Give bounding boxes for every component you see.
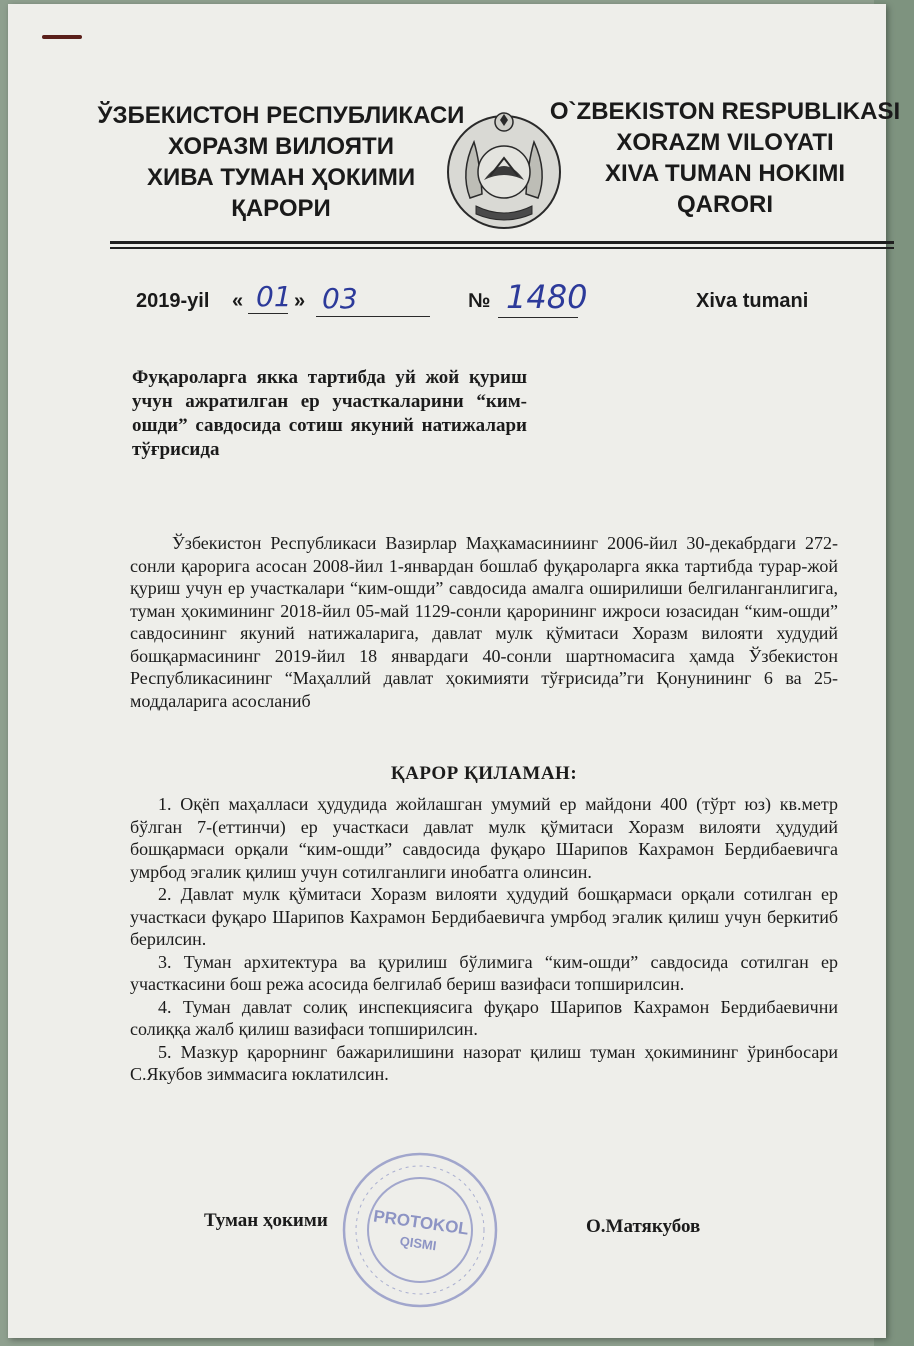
handwritten-number: 1480 [506, 278, 588, 316]
header-line: O`ZBEKISTON RESPUBLIKASI [549, 98, 901, 125]
number-blank [498, 317, 578, 318]
header-line: ЎЗБЕКИСТОН РЕСПУБЛИКАСИ [97, 102, 465, 129]
decree-item: 2. Давлат мулк қўмитаси Хоразм вилояти ҳудудий бошқармаси орқали сотилган ер участкаси фуқаро Шарипов Кахрамон Бердибаевичга умрбод эгалик қилиш учун беркитиб берилсин. [130, 884, 838, 949]
header-divider [110, 241, 894, 244]
date-close-quote: » [294, 290, 306, 312]
handwritten-day: 01 [256, 280, 292, 313]
decree-item: 3. Туман архитектура ва қурилиш бўлимига “ким-ошди” савдосида сотилган ер участкасини бош режа асосида белгилаб бериш вазифаси топширилсин. [130, 951, 838, 994]
header-line: QARORI [677, 191, 773, 218]
month-blank [316, 316, 430, 317]
decree-heading: ҚАРОР ҚИЛАМАН: [390, 763, 578, 784]
decree-item: 1. Оқёп маҳалласи ҳудудида жойлашган умумий ер майдони 400 (тўрт юз) кв.метр бўлган 7-(еттинчи) ер участкаси давлат мулк қўмитаси Хоразм вилояти ҳудудий бошқармаси орқали “ким-ошди” савдосида фуқаро Шарипов Кахрамон Бердибаевичга умрбод эгалик қилиш учун сотилганлиги инобатга олинсин. [130, 794, 838, 882]
stamp-text: QISMI [398, 1233, 438, 1254]
preamble-paragraph: Ўзбекистон Республикаси Вазирлар Маҳкамасиниинг 2006-йил 30-декабрдаги 272-сонли қарорига асосан 2008-йил 1-январдан бошлаб фуқароларга якка тартибда турар-жой қуриш учун ер участкалари “ким-ошди” савдосида амалга оширилиши белгиланганлигига, туман ҳокимининг 2018-йил 05-май 1129-сонли қарорининг ижроси юзасидан “ким-ошди” савдосининг якуний натижаларига, давлат мулк қўмитаси Хоразм вилояти худудий бошқармасининг 2019-йил 18 январдаги 40-сонли шартномасига ҳамда Ўзбекистон Республикасининг “Маҳаллий давлат ҳокимияти тўғрисида”ги Қонунининг 6 ва 25-моддаларига асосланиб [130, 533, 838, 711]
paper-clip-mark [42, 35, 82, 39]
decree-item: 4. Туман давлат солиқ инспекциясига фуқаро Шарипов Кахрамон Бердибаевични солиққа жалб қилиш вазифаси топширилсин. [130, 996, 838, 1039]
header-line: XORAZM VILOYATI [616, 129, 834, 156]
place-label: Xiva tumani [696, 290, 809, 312]
signatory-name: О.Матякубов [586, 1216, 701, 1237]
decree-item: 5. Мазкур қарорнинг бажарилишини назорат қилиш туман ҳокимининг ўринбосари С.Якубов зиммасига юклатилсин. [130, 1041, 838, 1084]
header-line: XIVA TUMAN HOKIMI [605, 160, 845, 187]
header-line: ҚАРОРИ [231, 195, 331, 222]
header-cyrillic [86, 100, 476, 224]
date-year-label: 2019-yil [136, 290, 210, 312]
number-label: № [468, 290, 491, 312]
header-divider [110, 247, 894, 249]
header-line: ХОРАЗМ ВИЛОЯТИ [168, 133, 394, 160]
decree-items [130, 793, 838, 1086]
signatory-title: Туман ҳокими [204, 1210, 328, 1231]
header-line: ХИВА ТУМАН ҲОКИМИ [146, 164, 416, 191]
document-subject: Фуқароларга якка тартибда уй жой қуриш учун ажратилган ер участкаларини “ким-ошди” савдосида сотиш якуний натижалари тўғрисида [132, 367, 527, 460]
handwritten-month: 03 [322, 282, 358, 315]
date-open-quote: « [232, 290, 244, 312]
stamp-text: PROTOKOL [372, 1206, 470, 1239]
header-latin [540, 96, 910, 220]
official-stamp [340, 1150, 500, 1310]
day-blank [248, 313, 288, 314]
